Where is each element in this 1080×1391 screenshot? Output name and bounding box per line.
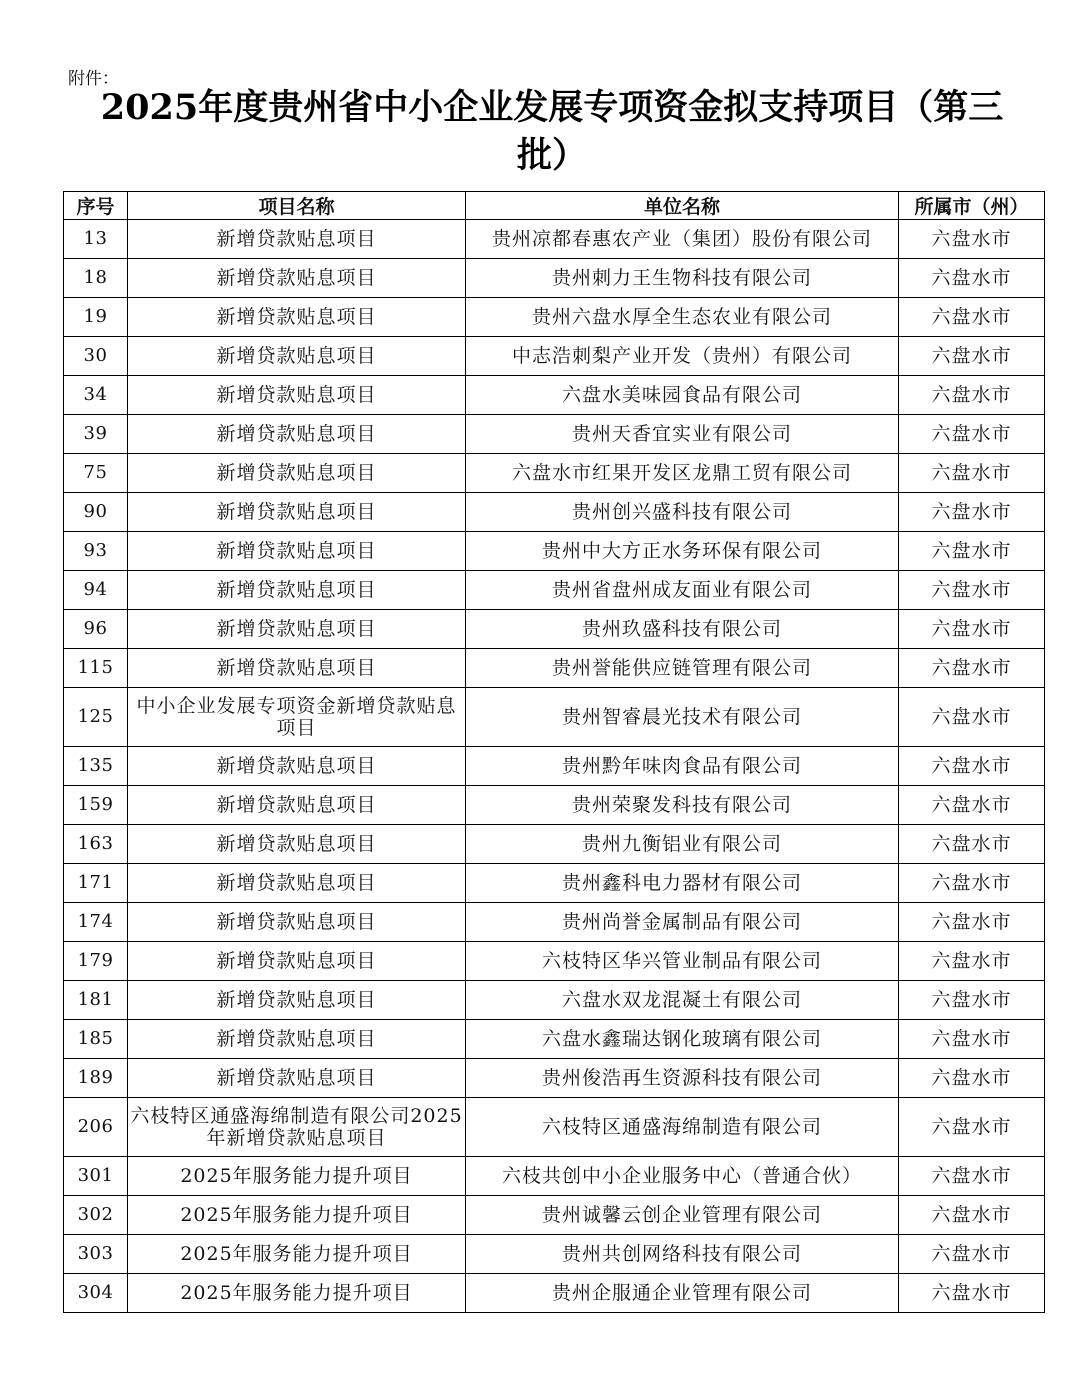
cell-unit-name: 六枝特区华兴管业制品有限公司 (466, 942, 899, 981)
cell-unit-name: 贵州省盘州成友面业有限公司 (466, 571, 899, 610)
cell-city: 六盘水市 (899, 1059, 1045, 1098)
cell-unit-name: 六枝特区通盛海绵制造有限公司 (466, 1098, 899, 1157)
cell-seq: 303 (64, 1235, 128, 1274)
cell-unit-name: 贵州企服通企业管理有限公司 (466, 1274, 899, 1313)
table-row (64, 981, 1045, 1020)
cell-project-name: 新增贷款贴息项目 (128, 649, 466, 688)
table-row (64, 259, 1045, 298)
cell-unit-name: 中志浩刺梨产业开发（贵州）有限公司 (466, 337, 899, 376)
cell-seq: 301 (64, 1157, 128, 1196)
cell-project-name: 2025年服务能力提升项目 (128, 1196, 466, 1235)
cell-project-name: 新增贷款贴息项目 (128, 864, 466, 903)
cell-project-name: 新增贷款贴息项目 (128, 259, 466, 298)
cell-seq: 93 (64, 532, 128, 571)
cell-unit-name: 贵州共创网络科技有限公司 (466, 1235, 899, 1274)
cell-seq: 90 (64, 493, 128, 532)
cell-seq: 135 (64, 747, 128, 786)
table-row (64, 1196, 1045, 1235)
cell-unit-name: 六枝共创中小企业服务中心（普通合伙） (466, 1157, 899, 1196)
cell-project-name: 新增贷款贴息项目 (128, 493, 466, 532)
cell-seq: 181 (64, 981, 128, 1020)
cell-seq: 13 (64, 220, 128, 259)
cell-city: 六盘水市 (899, 259, 1045, 298)
cell-seq: 185 (64, 1020, 128, 1059)
cell-project-name: 新增贷款贴息项目 (128, 786, 466, 825)
cell-seq: 19 (64, 298, 128, 337)
cell-unit-name: 贵州创兴盛科技有限公司 (466, 493, 899, 532)
cell-city: 六盘水市 (899, 903, 1045, 942)
cell-city: 六盘水市 (899, 942, 1045, 981)
cell-project-name: 新增贷款贴息项目 (128, 981, 466, 1020)
cell-seq: 171 (64, 864, 128, 903)
table-row (64, 1098, 1045, 1157)
title-line-2: 批） (516, 135, 587, 176)
cell-unit-name: 六盘水双龙混凝土有限公司 (466, 981, 899, 1020)
cell-unit-name: 贵州凉都春惠农产业（集团）股份有限公司 (466, 220, 899, 259)
document-title (60, 84, 1044, 180)
table-header-row (64, 192, 1045, 220)
cell-seq: 34 (64, 376, 128, 415)
table-row (64, 454, 1045, 493)
cell-seq: 96 (64, 610, 128, 649)
cell-project-name: 新增贷款贴息项目 (128, 454, 466, 493)
table-row (64, 649, 1045, 688)
cell-city: 六盘水市 (899, 571, 1045, 610)
cell-city: 六盘水市 (899, 1196, 1045, 1235)
cell-project-name: 新增贷款贴息项目 (128, 571, 466, 610)
cell-project-name: 新增贷款贴息项目 (128, 1059, 466, 1098)
cell-unit-name: 贵州黔年味肉食品有限公司 (466, 747, 899, 786)
cell-seq: 302 (64, 1196, 128, 1235)
title-line-1: 2025年度贵州省中小企业发展专项资金拟支持项目（第三 (100, 87, 1004, 128)
cell-unit-name: 贵州九衡铝业有限公司 (466, 825, 899, 864)
cell-unit-name: 贵州俊浩再生资源科技有限公司 (466, 1059, 899, 1098)
cell-project-name: 中小企业发展专项资金新增贷款贴息项目 (128, 688, 466, 747)
header-project-name: 项目名称 (128, 192, 466, 220)
cell-project-name: 新增贷款贴息项目 (128, 1020, 466, 1059)
cell-project-name: 新增贷款贴息项目 (128, 337, 466, 376)
table-row (64, 298, 1045, 337)
table-row (64, 747, 1045, 786)
cell-city: 六盘水市 (899, 1020, 1045, 1059)
cell-project-name: 六枝特区通盛海绵制造有限公司2025年新增贷款贴息项目 (128, 1098, 466, 1157)
cell-city: 六盘水市 (899, 610, 1045, 649)
table-row (64, 786, 1045, 825)
cell-seq: 125 (64, 688, 128, 747)
cell-project-name: 2025年服务能力提升项目 (128, 1235, 466, 1274)
cell-project-name: 新增贷款贴息项目 (128, 376, 466, 415)
cell-city: 六盘水市 (899, 1274, 1045, 1313)
cell-seq: 206 (64, 1098, 128, 1157)
cell-seq: 94 (64, 571, 128, 610)
table-row (64, 376, 1045, 415)
cell-seq: 179 (64, 942, 128, 981)
table-row (64, 610, 1045, 649)
table-row (64, 903, 1045, 942)
cell-project-name: 新增贷款贴息项目 (128, 532, 466, 571)
cell-city: 六盘水市 (899, 1235, 1045, 1274)
table-row (64, 864, 1045, 903)
cell-city: 六盘水市 (899, 493, 1045, 532)
cell-unit-name: 贵州刺力王生物科技有限公司 (466, 259, 899, 298)
cell-project-name: 新增贷款贴息项目 (128, 942, 466, 981)
table-row (64, 942, 1045, 981)
header-unit-name: 单位名称 (466, 192, 899, 220)
cell-unit-name: 贵州智睿晨光技术有限公司 (466, 688, 899, 747)
cell-city: 六盘水市 (899, 532, 1045, 571)
cell-seq: 159 (64, 786, 128, 825)
cell-unit-name: 贵州中大方正水务环保有限公司 (466, 532, 899, 571)
cell-city: 六盘水市 (899, 337, 1045, 376)
cell-city: 六盘水市 (899, 981, 1045, 1020)
table-row (64, 493, 1045, 532)
cell-unit-name: 六盘水市红果开发区龙鼎工贸有限公司 (466, 454, 899, 493)
cell-seq: 189 (64, 1059, 128, 1098)
cell-seq: 304 (64, 1274, 128, 1313)
cell-unit-name: 贵州六盘水厚全生态农业有限公司 (466, 298, 899, 337)
table-row (64, 532, 1045, 571)
cell-project-name: 新增贷款贴息项目 (128, 903, 466, 942)
cell-unit-name: 贵州玖盛科技有限公司 (466, 610, 899, 649)
cell-city: 六盘水市 (899, 415, 1045, 454)
cell-seq: 163 (64, 825, 128, 864)
table-row (64, 571, 1045, 610)
cell-unit-name: 贵州天香宜实业有限公司 (466, 415, 899, 454)
table-row (64, 415, 1045, 454)
cell-seq: 115 (64, 649, 128, 688)
cell-seq: 174 (64, 903, 128, 942)
cell-project-name: 新增贷款贴息项目 (128, 415, 466, 454)
cell-city: 六盘水市 (899, 747, 1045, 786)
cell-city: 六盘水市 (899, 454, 1045, 493)
project-table (63, 191, 1045, 1313)
table-row (64, 1274, 1045, 1313)
table-body (64, 220, 1045, 1313)
cell-city: 六盘水市 (899, 786, 1045, 825)
cell-project-name: 新增贷款贴息项目 (128, 298, 466, 337)
cell-seq: 30 (64, 337, 128, 376)
cell-unit-name: 六盘水美味园食品有限公司 (466, 376, 899, 415)
table-row (64, 825, 1045, 864)
cell-city: 六盘水市 (899, 649, 1045, 688)
cell-project-name: 新增贷款贴息项目 (128, 747, 466, 786)
cell-project-name: 新增贷款贴息项目 (128, 825, 466, 864)
cell-project-name: 2025年服务能力提升项目 (128, 1157, 466, 1196)
cell-city: 六盘水市 (899, 220, 1045, 259)
attachment-label: 附件： (68, 69, 119, 89)
cell-unit-name: 贵州诚馨云创企业管理有限公司 (466, 1196, 899, 1235)
cell-unit-name: 贵州誉能供应链管理有限公司 (466, 649, 899, 688)
header-seq: 序号 (64, 192, 128, 220)
cell-seq: 75 (64, 454, 128, 493)
cell-city: 六盘水市 (899, 825, 1045, 864)
table-row (64, 220, 1045, 259)
table-row (64, 337, 1045, 376)
cell-unit-name: 六盘水鑫瑞达钢化玻璃有限公司 (466, 1020, 899, 1059)
table-row (64, 1157, 1045, 1196)
cell-city: 六盘水市 (899, 1157, 1045, 1196)
cell-city: 六盘水市 (899, 688, 1045, 747)
table-row (64, 1059, 1045, 1098)
table-row (64, 1235, 1045, 1274)
cell-project-name: 2025年服务能力提升项目 (128, 1274, 466, 1313)
cell-city: 六盘水市 (899, 376, 1045, 415)
header-city: 所属市（州） (899, 192, 1045, 220)
cell-project-name: 新增贷款贴息项目 (128, 220, 466, 259)
table-row (64, 1020, 1045, 1059)
cell-city: 六盘水市 (899, 298, 1045, 337)
cell-seq: 18 (64, 259, 128, 298)
cell-seq: 39 (64, 415, 128, 454)
cell-project-name: 新增贷款贴息项目 (128, 610, 466, 649)
cell-city: 六盘水市 (899, 864, 1045, 903)
cell-unit-name: 贵州荣聚发科技有限公司 (466, 786, 899, 825)
cell-unit-name: 贵州尚誉金属制品有限公司 (466, 903, 899, 942)
cell-unit-name: 贵州鑫科电力器材有限公司 (466, 864, 899, 903)
cell-city: 六盘水市 (899, 1098, 1045, 1157)
table-row (64, 688, 1045, 747)
